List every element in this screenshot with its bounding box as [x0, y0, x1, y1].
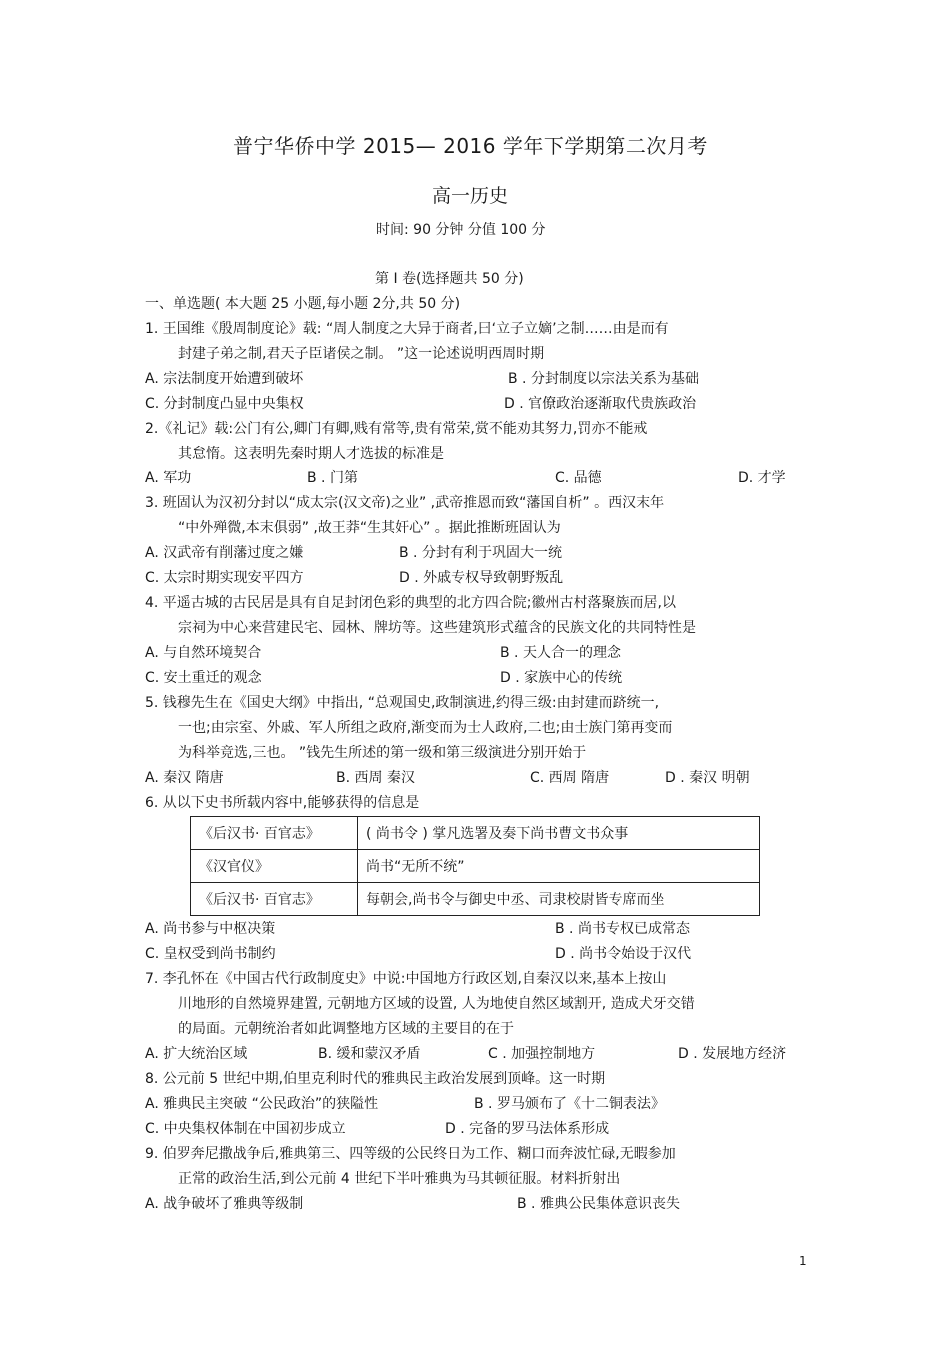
- question-4-option-d: D . 家族中心的传统: [500, 670, 623, 686]
- question-2-line-2: 其怠惰。这表明先秦时期人才选拔的标准是: [178, 446, 444, 462]
- question-1-option-c: C. 分封制度凸显中央集权: [145, 396, 304, 412]
- question-9-line-2: 正常的政治生活,到公元前 4 世纪下半叶雅典为马其顿征服。材料折射出: [178, 1171, 621, 1187]
- question-7-line-1: 7. 李孔怀在《中国古代行政制度史》中说:中国地方行政区划,自秦汉以来,基本上按山: [145, 971, 667, 987]
- question-3-option-d: D . 外戚专权导致朝野叛乱: [399, 570, 564, 586]
- question-6-option-c: C. 皇权受到尚书制约: [145, 946, 276, 962]
- question-6-option-b: B . 尚书专权已成常态: [555, 921, 690, 937]
- table-row: [191, 850, 760, 883]
- question-3-line-2: “中外殚微,本末俱弱” ,故王莽“生其奸心” 。据此推断班固认为: [178, 520, 561, 536]
- question-5-option-c: C. 西周 隋唐: [530, 770, 610, 786]
- table-cell-source: 《后汉书· 百官志》: [191, 817, 358, 850]
- question-7-option-c: C . 加强控制地方: [488, 1046, 596, 1062]
- question-2-option-c: C. 品德: [555, 470, 602, 486]
- question-3-line-1: 3. 班固认为汉初分封以“成太宗(汉文帝)之业” ,武帝推恩而致“藩国自析” 。西汉末年: [145, 495, 665, 511]
- question-5-option-d: D . 秦汉 明朝: [665, 770, 750, 786]
- section-heading: 一、单选题( 本大题 25 小题,每小题 2分,共 50 分): [145, 296, 461, 312]
- question-1-option-a: A. 宗法制度开始遭到破坏: [145, 371, 304, 387]
- question-7-option-a: A. 扩大统治区域: [145, 1046, 248, 1062]
- subject-title: 高一历史: [432, 185, 509, 207]
- table-cell-content: 每朝会,尚书令与御史中丞、司隶校尉皆专席而坐: [358, 883, 760, 916]
- question-2-line-1: 2.《礼记》载:公门有公,卿门有卿,贱有常等,贵有常荣,赏不能劝其努力,罚亦不能戒: [145, 421, 648, 437]
- question-1-option-b: B . 分封制度以宗法关系为基础: [508, 371, 699, 387]
- question-7-line-3: 的局面。元朝统治者如此调整地方区域的主要目的在于: [178, 1021, 514, 1037]
- question-2-option-a: A. 军功: [145, 470, 192, 486]
- source-table: [190, 816, 760, 916]
- question-1-line-1: 1. 王国维《殷周制度论》载: “周人制度之大异于商者,曰‘立子立嫡’之制……由是而有: [145, 321, 669, 337]
- question-3-option-a: A. 汉武帝有削藩过度之嫌: [145, 545, 304, 561]
- question-5-line-3: 为科举竞选,三也。 ”钱先生所述的第一级和第三级演进分别开始于: [178, 745, 587, 761]
- question-2-option-b: B . 门第: [307, 470, 358, 486]
- question-4-option-a: A. 与自然环境契合: [145, 645, 262, 661]
- table-cell-source: 《后汉书· 百官志》: [191, 883, 358, 916]
- question-1-line-2: 封建子弟之制,君天子臣诸侯之制。 ”这一论述说明西周时期: [178, 346, 545, 362]
- table-cell-source: 《汉官仪》: [191, 850, 358, 883]
- question-6-option-a: A. 尚书参与中枢决策: [145, 921, 276, 937]
- question-5-option-b: B. 西周 秦汉: [336, 770, 415, 786]
- question-1-option-d: D . 官僚政治逐渐取代贵族政治: [504, 396, 697, 412]
- question-3-option-c: C. 太宗时期实现安平四方: [145, 570, 304, 586]
- question-5-option-a: A. 秦汉 隋唐: [145, 770, 224, 786]
- question-9-option-a: A. 战争破坏了雅典等级制: [145, 1196, 304, 1212]
- exam-title: 普宁华侨中学 2015— 2016 学年下学期第二次月考: [233, 134, 708, 158]
- question-7-line-2: 川地形的自然境界建置, 元朝地方区域的设置, 人为地使自然区域割开, 造成犬牙交错: [178, 996, 695, 1012]
- question-9-line-1: 9. 伯罗奔尼撒战争后,雅典第三、四等级的公民终日为工作、糊口而奔波忙碌,无暇参加: [145, 1146, 676, 1162]
- question-4-option-b: B . 天人合一的理念: [500, 645, 621, 661]
- question-8-option-b: B . 罗马颁布了《十二铜表法》: [474, 1096, 665, 1112]
- part-title: 第 I 卷(选择题共 50 分): [375, 271, 524, 287]
- question-8-option-d: D . 完备的罗马法体系形成: [445, 1121, 610, 1137]
- question-2-option-d: D. 才学: [738, 470, 786, 486]
- table-cell-content: 尚书“无所不统”: [358, 850, 760, 883]
- question-6-line-1: 6. 从以下史书所载内容中,能够获得的信息是: [145, 795, 420, 811]
- question-6-option-d: D . 尚书令始设于汉代: [555, 946, 692, 962]
- question-8-option-a: A. 雅典民主突破 “公民政治”的狭隘性: [145, 1096, 379, 1112]
- exam-meta: 时间: 90 分钟 分值 100 分: [376, 222, 546, 238]
- question-4-option-c: C. 安土重迁的观念: [145, 670, 262, 686]
- question-8-option-c: C. 中央集权体制在中国初步成立: [145, 1121, 346, 1137]
- table-row: [191, 817, 760, 850]
- question-4-line-2: 宗祠为中心来营建民宅、园林、牌坊等。这些建筑形式蕴含的民族文化的共同特性是: [178, 620, 696, 636]
- question-5-line-2: 一也;由宗室、外戚、军人所组之政府,渐变而为士人政府,二也;由士族门第再变而: [178, 720, 673, 736]
- question-9-option-b: B . 雅典公民集体意识丧失: [517, 1196, 680, 1212]
- page-number: 1: [799, 1254, 807, 1268]
- question-3-option-b: B . 分封有利于巩固大一统: [399, 545, 562, 561]
- question-4-line-1: 4. 平遥古城的古民居是具有自足封闭色彩的典型的北方四合院;徽州古村落聚族而居,以: [145, 595, 676, 611]
- table-cell-content: ( 尚书令 ) 掌凡选署及奏下尚书曹文书众事: [358, 817, 760, 850]
- question-8-line-1: 8. 公元前 5 世纪中期,伯里克利时代的雅典民主政治发展到顶峰。这一时期: [145, 1071, 606, 1087]
- question-5-line-1: 5. 钱穆先生在《国史大纲》中指出, “总观国史,政制演进,约得三级:由封建而跻统一,: [145, 695, 660, 711]
- question-7-option-d: D . 发展地方经济: [678, 1046, 787, 1062]
- table-row: [191, 883, 760, 916]
- question-7-option-b: B. 缓和蒙汉矛盾: [318, 1046, 421, 1062]
